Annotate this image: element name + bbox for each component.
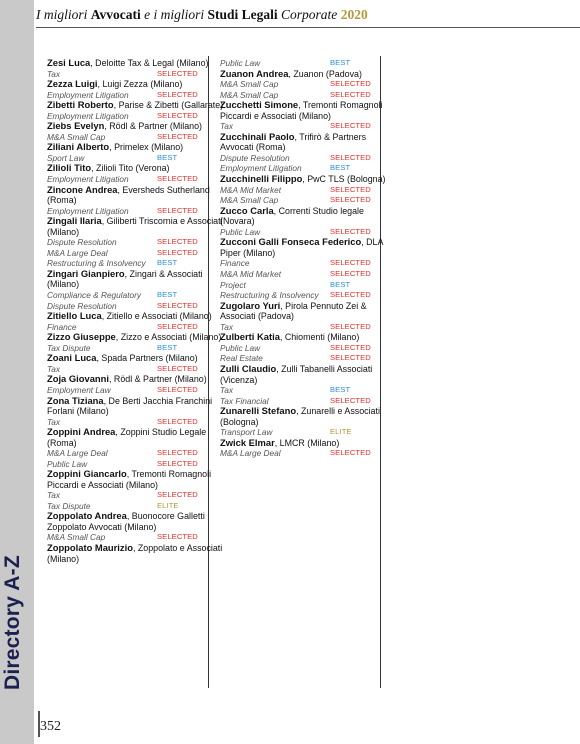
header-part-5: Corporate [277, 7, 341, 22]
firm-name: , Tremonti Romagnoli Piccardi e Associati (Milano) [47, 469, 212, 490]
practice-area: Tax [47, 68, 61, 79]
rating-badge: SELECTED [330, 290, 371, 300]
lawyer-name: Zoani Luca [47, 352, 97, 364]
practice-area: Real Estate [220, 353, 263, 364]
rating-badge: SELECTED [330, 321, 371, 331]
rating-badge: SELECTED [157, 458, 198, 468]
rating-badge: SELECTED [157, 384, 198, 394]
directory-entry [220, 332, 398, 364]
lawyer-name: Zincone Andrea [47, 183, 118, 195]
header-year: 2020 [340, 7, 368, 22]
rating-badge: ELITE [157, 500, 179, 510]
entry-name-line [220, 69, 398, 80]
practice-area-row [47, 417, 225, 428]
practice-area: M&A Mid Market [220, 184, 282, 195]
directory-entry [47, 311, 225, 332]
practice-area: Public Law [47, 458, 88, 469]
directory-entry [47, 332, 225, 353]
header-part-1: I migliori [36, 7, 91, 22]
practice-area: Public Law [220, 58, 261, 68]
rating-badge: SELECTED [157, 490, 198, 500]
rating-badge: SELECTED [330, 89, 371, 99]
practice-area-row [220, 396, 398, 407]
lawyer-name: Zoja Giovanni [47, 373, 109, 385]
firm-name: , Luigi Zezza (Milano) [97, 79, 183, 90]
practice-area: Employment Litigation [47, 110, 129, 121]
rating-badge: SELECTED [157, 532, 198, 542]
practice-area: Tax [47, 363, 61, 374]
rating-badge: SELECTED [157, 363, 198, 373]
directory-entry [47, 353, 225, 374]
rating-badge: SELECTED [330, 184, 371, 194]
directory-entry [220, 132, 398, 174]
entry-name-line [47, 543, 225, 564]
practice-area-row [47, 206, 225, 217]
practice-area: Employment Litigation [220, 163, 302, 174]
practice-area: Employment Litigation [47, 173, 129, 184]
practice-area-row [220, 322, 398, 333]
rating-badge: SELECTED [157, 89, 198, 99]
rating-badge: BEST [157, 152, 178, 162]
practice-area-row [47, 385, 225, 396]
lawyer-name: Zilioli Tito [47, 162, 92, 174]
firm-name: , Giliberti Triscornia e Associati (Milano) [47, 216, 223, 237]
lawyer-name: Zucconi Galli Fonseca Federico [220, 236, 362, 248]
firm-name: , Rödl & Partner (Milano) [104, 121, 202, 132]
lawyer-name: Zuanon Andrea [220, 67, 289, 79]
firm-name: , Zilioli Tito (Verona) [91, 163, 170, 174]
practice-area-row [47, 490, 225, 501]
practice-area: Compliance & Regulatory [47, 289, 142, 300]
entry-name-line [47, 332, 225, 343]
practice-area-row [47, 153, 225, 164]
firm-name: , Trifirò & Partners Avvocati (Roma) [220, 131, 367, 153]
practice-area-row [47, 132, 225, 143]
rating-badge: BEST [330, 385, 351, 394]
practice-area-row [47, 343, 225, 354]
practice-area: Tax [47, 416, 61, 427]
practice-area-row [220, 448, 398, 459]
sidebar [0, 0, 34, 744]
entry-name-line [47, 163, 225, 174]
entry-name-line [220, 406, 398, 427]
practice-area: M&A Large Deal [47, 448, 108, 459]
header-part-2: Avvocati [90, 7, 141, 22]
entry-name-line [47, 511, 225, 532]
practice-area: Dispute Resolution [47, 300, 117, 311]
practice-area-row [220, 58, 398, 69]
practice-area: Finance [220, 258, 250, 269]
practice-area: M&A Small Cap [47, 532, 106, 543]
entry-name-line [220, 100, 398, 121]
directory-entry [47, 216, 225, 269]
practice-area: Tax Dispute [47, 342, 91, 353]
header-part-4: Studi Legali [207, 7, 278, 22]
lawyer-name: Zulli Claudio [220, 363, 277, 374]
entry-name-line [47, 353, 225, 364]
practice-area: Public Law [220, 226, 261, 237]
practice-area-row [220, 343, 398, 354]
entry-name-line [220, 132, 398, 153]
practice-area: M&A Large Deal [220, 448, 281, 459]
directory-entry [47, 58, 225, 79]
page-number: 352 [40, 719, 61, 734]
firm-name: , Zunarelli e Associati (Bologna) [220, 406, 380, 427]
rating-badge: SELECTED [157, 131, 198, 141]
directory-entry [47, 100, 225, 121]
rating-badge: SELECTED [157, 173, 198, 183]
practice-area: Dispute Resolution [220, 152, 290, 163]
rating-badge: SELECTED [157, 237, 198, 247]
practice-area: Restructuring & Insolvency [47, 258, 146, 269]
rating-badge: SELECTED [330, 226, 371, 236]
entry-name-line [47, 396, 225, 417]
practice-area-row [47, 174, 225, 185]
directory-entry [47, 185, 225, 217]
practice-area: Tax [220, 121, 234, 132]
directory-entry [47, 427, 225, 469]
practice-area-row [220, 121, 398, 132]
practice-area: Employment Litigation [47, 89, 129, 100]
entry-name-line [47, 269, 225, 290]
firm-name: , Zitiello e Associati (Milano) [101, 311, 212, 322]
rating-badge: SELECTED [157, 110, 198, 120]
directory-entry [47, 511, 225, 543]
directory-entry [220, 174, 398, 206]
practice-area-row [220, 195, 398, 206]
practice-area-row [47, 501, 225, 512]
lawyer-name: Zoppini Giancarlo [47, 468, 127, 480]
practice-area-row [47, 90, 225, 101]
practice-area-row [47, 258, 225, 269]
directory-entry [47, 163, 225, 184]
header-part-3: e i migliori [140, 7, 208, 22]
rating-badge: ELITE [330, 427, 352, 437]
practice-area: M&A Small Cap [220, 195, 279, 206]
rating-badge: SELECTED [330, 353, 371, 363]
rating-badge: SELECTED [330, 258, 371, 268]
entry-name-line [47, 216, 225, 237]
practice-area-row [220, 280, 398, 291]
lawyer-name: Zwick Elmar [220, 436, 275, 448]
directory-entry [47, 79, 225, 100]
entry-name-line [47, 58, 225, 69]
practice-area: Project [220, 279, 246, 290]
firm-name: , Zingari & Associati (Milano) [47, 268, 203, 290]
directory-column-2 [220, 58, 398, 459]
firm-name: , Deloitte Tax & Legal (Milano) [90, 58, 209, 68]
entry-name-line [47, 374, 225, 385]
rating-badge: SELECTED [157, 321, 198, 331]
sidebar-title: Directory A-Z [1, 555, 24, 690]
practice-area: M&A Mid Market [220, 268, 282, 279]
page-header [36, 7, 580, 29]
lawyer-name: Zona Tiziana [47, 394, 104, 406]
rating-badge: SELECTED [330, 79, 371, 89]
rating-badge: BEST [157, 258, 178, 268]
firm-name: , Zoppolato e Associati (Milano) [47, 543, 223, 564]
practice-area: Employment Law [47, 384, 111, 395]
entry-name-line [47, 311, 225, 322]
rating-badge: BEST [330, 163, 351, 173]
directory-entry [220, 58, 398, 69]
entry-name-line [47, 121, 225, 132]
directory-entry [47, 121, 225, 142]
directory-entry [220, 237, 398, 300]
entry-name-line [220, 332, 398, 343]
practice-area: Tax [220, 321, 234, 332]
rating-badge: SELECTED [157, 300, 198, 310]
entry-name-line [47, 185, 225, 206]
firm-name: , Buonocore Galletti Zoppolato Avvocati (Milano) [47, 511, 205, 532]
practice-area-row [220, 153, 398, 164]
firm-name: , Zuanon (Padova) [288, 68, 362, 79]
entry-name-line [47, 142, 225, 153]
practice-area-row [220, 385, 398, 396]
rating-badge: SELECTED [330, 342, 371, 352]
lawyer-name: Zingari Gianpiero [47, 267, 125, 279]
practice-area: M&A Small Cap [47, 131, 106, 142]
firm-name: , Parise & Zibetti (Gallarate) [113, 100, 224, 111]
lawyer-name: Zesi Luca [47, 57, 91, 68]
practice-area-row [47, 248, 225, 259]
directory-entry [220, 69, 398, 101]
practice-area-row [220, 90, 398, 101]
entry-name-line [220, 438, 398, 449]
directory-entry [47, 142, 225, 163]
practice-area-row [47, 459, 225, 470]
lawyer-name: Zunarelli Stefano [220, 405, 297, 417]
firm-name: , DLA Piper (Milano) [220, 237, 383, 258]
firm-name: , PwC TLS (Bologna) [302, 174, 386, 185]
practice-area-row [47, 301, 225, 312]
directory-entry [220, 301, 398, 333]
directory-column-1 [47, 58, 225, 564]
lawyer-name: Zezza Luigi [47, 78, 98, 90]
entry-name-line [47, 100, 225, 111]
entry-name-line [220, 174, 398, 185]
entry-name-line [47, 79, 225, 90]
rating-badge: SELECTED [157, 247, 198, 257]
lawyer-name: Zoppini Andrea [47, 426, 116, 438]
firm-name: , Pirola Pennuto Zei & Associati (Padova) [220, 300, 367, 322]
lawyer-name: Zugolaro Yuri [220, 299, 281, 311]
directory-entry [220, 406, 398, 438]
directory-entry [47, 269, 225, 311]
lawyer-name: Ziliani Alberto [47, 141, 110, 153]
entry-name-line [220, 301, 398, 322]
practice-area-row [47, 448, 225, 459]
rating-badge: BEST [157, 342, 178, 352]
practice-area: Tax [47, 490, 61, 501]
practice-area-row [47, 111, 225, 122]
entry-name-line [220, 237, 398, 258]
entry-name-line [220, 364, 398, 385]
rating-badge: SELECTED [330, 152, 371, 162]
firm-name: , Correnti Studio legale (Novara) [220, 205, 364, 227]
lawyer-name: Ziebs Evelyn [47, 120, 105, 132]
lawyer-name: Zingali Ilaria [47, 215, 102, 227]
rating-badge: BEST [330, 58, 351, 67]
firm-name: , Primelex (Milano) [109, 142, 184, 153]
practice-area-row [220, 427, 398, 438]
practice-area: Transport Law [220, 427, 273, 438]
lawyer-name: Zizzo Giuseppe [47, 331, 116, 343]
directory-entry [220, 206, 398, 238]
header-divider [36, 27, 580, 28]
rating-badge: SELECTED [330, 121, 371, 131]
practice-area-row [47, 237, 225, 248]
rating-badge: SELECTED [157, 68, 198, 78]
practice-area: Restructuring & Insolvency [220, 290, 319, 301]
entry-name-line [47, 427, 225, 448]
rating-badge: BEST [157, 289, 178, 299]
rating-badge: SELECTED [330, 395, 371, 405]
firm-name: , Eversheds Sutherland (Roma) [47, 184, 210, 206]
rating-badge: SELECTED [330, 448, 371, 458]
lawyer-name: Zulberti Katia [220, 331, 280, 343]
rating-badge: SELECTED [157, 205, 198, 215]
lawyer-name: Zoppolato Andrea [47, 510, 127, 522]
practice-area-row [220, 185, 398, 196]
practice-area-row [220, 258, 398, 269]
practice-area: Tax Dispute [47, 500, 91, 511]
practice-area: Employment Litigation [47, 205, 129, 216]
practice-area: Finance [47, 321, 77, 332]
practice-area: Tax Financial [220, 395, 269, 406]
practice-area: M&A Small Cap [220, 79, 279, 90]
directory-entry [47, 543, 225, 564]
practice-area-row [47, 290, 225, 301]
practice-area-row [220, 353, 398, 364]
directory-entry [47, 396, 225, 428]
lawyer-name: Zitiello Luca [47, 310, 102, 322]
practice-area-row [220, 290, 398, 301]
practice-area: Public Law [220, 342, 261, 353]
practice-area-row [220, 227, 398, 238]
lawyer-name: Zucco Carla [220, 204, 274, 216]
directory-entry [220, 364, 398, 406]
directory-entry [220, 438, 398, 459]
lawyer-name: Zucchinelli Filippo [220, 173, 303, 185]
firm-name: , Spada Partners (Milano) [96, 353, 198, 364]
firm-name: , De Berti Jacchia Franchini Forlani (Milano) [47, 395, 213, 416]
firm-name: , Chiomenti (Milano) [279, 332, 360, 343]
firm-name: , Zulli Tabanelli Associati (Vicenza) [220, 364, 373, 385]
entry-name-line [47, 469, 225, 490]
directory-entry [47, 469, 225, 511]
rating-badge: BEST [330, 279, 351, 289]
practice-area: Dispute Resolution [47, 237, 117, 248]
practice-area: M&A Large Deal [47, 247, 108, 258]
practice-area: Sport Law [47, 152, 85, 163]
lawyer-name: Zucchetti Simone [220, 99, 299, 111]
directory-entry [47, 374, 225, 395]
lawyer-name: Zucchinali Paolo [220, 130, 295, 142]
rating-badge: SELECTED [330, 268, 371, 278]
rating-badge: SELECTED [157, 448, 198, 458]
practice-area: Tax [220, 385, 234, 395]
practice-area-row [47, 322, 225, 333]
practice-area-row [220, 163, 398, 174]
practice-area-row [220, 79, 398, 90]
directory-entry [220, 100, 398, 132]
firm-name: , Zoppini Studio Legale (Roma) [47, 427, 207, 448]
firm-name: , Zizzo e Associati (Milano) [115, 332, 222, 343]
rating-badge: SELECTED [330, 195, 371, 205]
firm-name: , Rödl & Partner (Milano) [109, 374, 207, 385]
practice-area-row [47, 69, 225, 80]
lawyer-name: Zibetti Roberto [47, 99, 114, 111]
firm-name: , Tremonti Romagnoli Piccardi e Associati (Milano) [220, 100, 383, 121]
rating-badge: SELECTED [157, 416, 198, 426]
firm-name: , LMCR (Milano) [274, 437, 340, 448]
entry-name-line [220, 206, 398, 227]
practice-area-row [47, 364, 225, 375]
lawyer-name: Zoppolato Maurizio [47, 542, 133, 554]
practice-area-row [47, 532, 225, 543]
practice-area: M&A Small Cap [220, 89, 279, 100]
practice-area-row [220, 269, 398, 280]
